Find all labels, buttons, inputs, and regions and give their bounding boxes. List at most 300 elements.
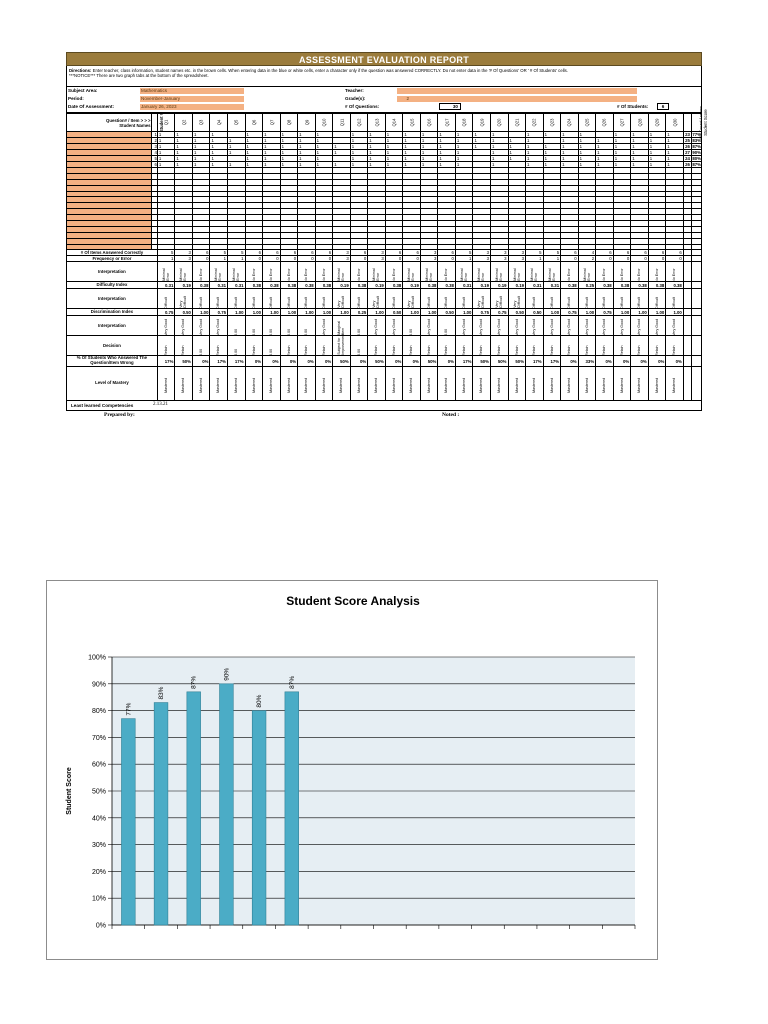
answer-cell[interactable]: 1 [561,132,579,138]
answer-cell[interactable]: 1 [385,156,403,162]
summary-row [67,356,702,366]
answer-cell[interactable]: 1 [263,156,281,162]
answer-cell[interactable]: 1 [473,144,491,150]
answer-cell[interactable]: 1 [473,138,491,144]
answer-cell[interactable]: 1 [561,150,579,156]
summary-cell: 1.00 [228,309,246,316]
answer-cell[interactable]: 1 [175,156,193,162]
answer-cell[interactable]: 1 [526,156,544,162]
answer-cell[interactable]: 1 [648,162,666,168]
answer-cell[interactable]: 1 [578,144,596,150]
summary-cell: 0% [561,356,579,366]
summary-cell: 3 [368,250,386,256]
y-tick-label: 60% [91,761,106,769]
answer-cell[interactable]: 1 [298,132,316,138]
summary-cell: 5 [526,250,544,256]
answer-cell[interactable]: 1 [280,132,298,138]
answer-cell[interactable]: 1 [420,138,438,144]
answer-cell[interactable]: 1 [385,132,403,138]
summary-cell: 0.38 [298,282,316,289]
answer-cell[interactable]: 1 [385,150,403,156]
summary-cell: 0.38 [596,282,614,289]
answer-cell[interactable]: 1 [210,138,228,144]
summary-value: No Error [672,268,677,282]
answer-cell[interactable]: 1 [420,150,438,156]
summary-cell [473,289,491,309]
subject-area-field[interactable]: Mathematics [140,88,244,94]
answer-cell[interactable]: 1 [420,132,438,138]
answer-cell[interactable]: 1 [192,138,210,144]
summary-cell [490,262,508,282]
answer-cell[interactable]: 1 [526,138,544,144]
answer-cell[interactable]: 1 [280,162,298,168]
summary-row [67,282,702,289]
summary-value: Difficult [672,297,677,309]
answer-cell[interactable]: 1 [157,144,175,150]
answer-cell[interactable]: 1 [613,162,631,168]
bar [220,684,234,925]
summary-value: Difficult [584,297,589,309]
answer-cell[interactable]: 1 [368,132,386,138]
answer-cell[interactable]: 1 [578,132,596,138]
answer-cell[interactable]: 1 [350,144,368,150]
summary-cell [385,316,403,336]
answer-cell[interactable]: 1 [543,132,561,138]
bar [252,711,266,925]
summary-value: Retain [251,345,256,356]
answer-cell[interactable]: 1 [613,144,631,150]
summary-cell [245,289,263,309]
summary-row [67,316,702,336]
answer-cell[interactable]: 1 [438,162,456,168]
summary-cell [315,316,333,336]
answer-cell[interactable]: 1 [543,150,561,156]
summary-cell: 0.75 [561,309,579,316]
data-label: 80% [256,694,264,708]
answer-cell[interactable]: 1 [385,144,403,150]
answer-cell[interactable]: 1 [526,150,544,156]
summary-value: Minimal Error [407,268,416,281]
answer-cell[interactable]: 1 [350,162,368,168]
answer-cell[interactable]: 1 [298,150,316,156]
summary-cell [666,316,684,336]
summary-cell: 0 [648,256,666,262]
answer-cell[interactable]: 1 [526,144,544,150]
answer-cell[interactable]: 1 [631,156,649,162]
summary-value: Difficult [216,297,221,309]
summary-value: Retain [619,345,624,356]
answer-cell[interactable]: 1 [420,162,438,168]
answer-cell[interactable]: 1 [578,162,596,168]
bar [121,719,135,925]
answer-cell[interactable]: 1 [438,132,456,138]
summary-value: Mastered [339,378,344,394]
answer-cell[interactable]: 1 [175,162,193,168]
student-score: 77% [692,132,701,137]
answer-cell[interactable]: 1 [157,138,175,144]
answer-cell[interactable]: 1 [613,156,631,162]
answer-cell[interactable]: 1 [175,144,193,150]
summary-cell: 0% [263,356,281,366]
answer-cell[interactable]: 1 [403,156,421,162]
summary-cell [490,336,508,356]
answer-cell[interactable]: 1 [210,132,228,138]
summary-cell: 0 [438,256,456,262]
prepared-by-label: Prepared by: [104,411,135,418]
summary-value: Difficult [321,297,326,309]
summary-cell [280,366,298,400]
summary-label: Interpretation [67,289,158,309]
answer-cell[interactable]: 1 [263,150,281,156]
summary-cell: 0 [666,256,684,262]
summary-cell [490,289,508,309]
answer-cell[interactable]: 1 [263,162,281,168]
summary-cell [455,316,473,336]
summary-blank [692,289,702,309]
summary-cell [508,316,526,336]
answer-cell[interactable]: 1 [368,150,386,156]
summary-value: Mastered [672,378,677,394]
summary-cell [578,336,596,356]
summary-cell [210,366,228,400]
summary-cell: 1.00 [403,309,421,316]
answer-cell[interactable]: 1 [245,138,263,144]
answer-cell[interactable]: 1 [350,156,368,162]
answer-cell[interactable]: 1 [350,138,368,144]
answer-cell[interactable]: 1 [210,156,228,162]
answer-cell[interactable]: 1 [596,162,614,168]
answer-cell[interactable]: 1 [263,144,281,150]
summary-cell: 1.00 [648,309,666,316]
summary-value: 0.00 [234,348,239,356]
question-label: Q19 [479,118,485,127]
summary-cell [561,289,579,309]
answer-cell[interactable]: 1 [438,150,456,156]
answer-cell[interactable]: 1 [666,138,684,144]
summary-value: Retain [304,345,309,356]
question-label: Q9 [303,119,309,126]
answer-cell[interactable]: 1 [631,144,649,150]
date-field[interactable]: January 26, 2023 [140,104,244,110]
answer-cell[interactable]: 1 [245,156,263,162]
summary-value: No Error [654,268,659,282]
answer-cell[interactable]: 1 [210,162,228,168]
answer-cell[interactable]: 1 [368,156,386,162]
answer-cell[interactable]: 1 [350,132,368,138]
answer-cell[interactable]: 1 [420,144,438,150]
answer-cell[interactable]: 1 [648,144,666,150]
answer-cell[interactable]: 1 [578,150,596,156]
answer-cell[interactable]: 1 [403,138,421,144]
answer-cell[interactable]: 1 [385,162,403,168]
summary-cell [490,316,508,336]
summary-cell: 0 [350,256,368,262]
summary-value: Very Good [532,318,537,336]
student-num-header-text: Student # [158,112,164,133]
answer-cell[interactable]: 1 [403,150,421,156]
answer-cell[interactable]: 1 [157,132,175,138]
summary-cell: 0% [403,356,421,366]
summary-cell: 2 [578,256,596,262]
teacher-field[interactable] [397,88,637,94]
answer-cell[interactable]: 1 [596,138,614,144]
summary-cell: 0.38 [561,282,579,289]
summary-cell: 3 [420,250,438,256]
summary-value: Very Good [672,318,677,336]
summary-cell [455,289,473,309]
answer-cell[interactable]: 1 [210,144,228,150]
question-label: Q13 [374,118,380,127]
answer-cell[interactable]: 1 [543,156,561,162]
data-label: 87% [288,675,296,689]
summary-value: Mastered [584,378,589,394]
answer-cell[interactable]: 1 [490,132,508,138]
answer-cell[interactable]: 1 [157,162,175,168]
summary-cell: 0.31 [455,282,473,289]
answer-cell[interactable]: 1 [315,150,333,156]
answer-cell[interactable]: 1 [192,162,210,168]
answer-cell[interactable]: 1 [192,156,210,162]
answer-cell[interactable]: 1 [263,132,281,138]
summary-value: 0.00 [286,328,291,336]
answer-cell[interactable]: 1 [368,138,386,144]
answer-cell[interactable]: 1 [631,138,649,144]
answer-cell[interactable]: 1 [245,162,263,168]
question-label: Q8 [286,119,292,126]
question-header [385,114,403,132]
summary-cell: 0 [596,256,614,262]
answer-cell[interactable]: 1 [298,156,316,162]
answer-cell[interactable]: 1 [473,132,491,138]
summary-cell [175,336,193,356]
answer-cell[interactable]: 1 [157,150,175,156]
answer-cell[interactable]: 1 [455,156,473,162]
answer-cell[interactable]: 1 [245,132,263,138]
answer-cell[interactable]: 1 [490,150,508,156]
least-learned-row [66,401,702,411]
summary-cell [438,336,456,356]
answer-cell[interactable]: 1 [561,138,579,144]
summary-cell: 6 [298,250,316,256]
summary-cell [350,336,368,356]
answer-cell[interactable]: 1 [631,132,649,138]
answer-cell[interactable]: 1 [280,144,298,150]
summary-cell: 0.38 [385,282,403,289]
answer-cell[interactable]: 1 [526,132,544,138]
summary-value: 0.00 [269,348,274,356]
answer-cell[interactable]: 1 [192,144,210,150]
answer-cell[interactable]: 1 [631,162,649,168]
answer-cell[interactable]: 1 [455,150,473,156]
summary-cell [192,262,210,282]
answer-cell[interactable]: 1 [298,144,316,150]
summary-blank [692,366,702,400]
summary-blank [683,336,691,356]
answer-cell[interactable]: 1 [280,150,298,156]
answer-cell[interactable]: 1 [490,162,508,168]
answer-cell[interactable]: 1 [245,150,263,156]
question-header [455,114,473,132]
answer-cell[interactable]: 1 [508,138,526,144]
summary-cell [438,262,456,282]
answer-cell[interactable]: 1 [210,150,228,156]
summary-cell: 1.00 [333,309,351,316]
answer-cell[interactable]: 1 [228,150,246,156]
answer-cell[interactable]: 1 [648,156,666,162]
summary-cell: 6 [631,250,649,256]
summary-cell: 50% [420,356,438,366]
answer-cell[interactable]: 1 [175,150,193,156]
answer-cell[interactable]: 1 [455,162,473,168]
answer-cell[interactable]: 1 [648,132,666,138]
answer-cell[interactable]: 1 [648,150,666,156]
answer-cell[interactable]: 1 [403,144,421,150]
summary-cell [508,289,526,309]
answer-cell[interactable]: 1 [455,138,473,144]
summary-cell: 0.50 [438,309,456,316]
answer-cell[interactable]: 1 [315,132,333,138]
answer-cell[interactable]: 1 [455,144,473,150]
answer-cell[interactable]: 1 [245,144,263,150]
answer-cell[interactable]: 1 [648,138,666,144]
answer-cell[interactable]: 1 [631,150,649,156]
answer-cell[interactable]: 1 [543,144,561,150]
summary-cell [403,336,421,356]
answer-cell[interactable]: 1 [157,156,175,162]
summary-cell [455,262,473,282]
answer-cell[interactable]: 1 [578,138,596,144]
summary-blank [692,282,702,289]
answer-cell[interactable]: 1 [578,156,596,162]
answer-cell[interactable]: 1 [561,162,579,168]
answer-cell[interactable]: 1 [403,162,421,168]
summary-cell: 6 [315,250,333,256]
answer-cell[interactable]: 1 [280,138,298,144]
answer-cell[interactable]: 1 [192,150,210,156]
answer-cell[interactable]: 1 [228,138,246,144]
answer-cell[interactable]: 1 [228,144,246,150]
answer-cell[interactable]: 1 [175,132,193,138]
answer-cell[interactable]: 1 [315,156,333,162]
summary-cell: 17% [455,356,473,366]
teacher-label: Teacher: [345,88,364,93]
answer-cell[interactable]: 1 [613,150,631,156]
answer-cell[interactable]: 1 [438,138,456,144]
summary-cell: 0% [315,356,333,366]
answer-cell[interactable]: 1 [192,132,210,138]
summary-cell: 50% [490,356,508,366]
summary-cell: 6 [403,250,421,256]
answer-cell[interactable]: 1 [455,132,473,138]
answer-cell[interactable]: 1 [298,162,316,168]
answer-cell[interactable]: 1 [596,150,614,156]
summary-cell [648,262,666,282]
summary-cell: 3 [508,256,526,262]
summary-cell: 0% [648,356,666,366]
summary-cell: 50% [175,356,193,366]
answer-cell[interactable]: 1 [561,156,579,162]
summary-cell [438,366,456,400]
answer-cell[interactable]: 1 [350,150,368,156]
answer-cell[interactable]: 1 [280,156,298,162]
answer-cell[interactable]: 1 [508,144,526,150]
answer-cell[interactable]: 1 [666,144,684,150]
summary-cell [385,336,403,356]
answer-cell[interactable]: 1 [613,132,631,138]
answer-cell[interactable]: 1 [315,144,333,150]
answer-cell[interactable]: 1 [420,156,438,162]
answer-cell[interactable]: 1 [543,162,561,168]
answer-cell[interactable]: 1 [438,144,456,150]
answer-cell[interactable]: 1 [263,138,281,144]
summary-cell [368,316,386,336]
answer-cell[interactable]: 1 [368,144,386,150]
answer-cell[interactable]: 1 [228,162,246,168]
answer-cell[interactable]: 1 [666,150,684,156]
summary-value: No Error [356,268,361,282]
summary-value: Retain [321,345,326,356]
answer-cell[interactable]: 1 [315,162,333,168]
answer-cell[interactable]: 1 [596,144,614,150]
summary-cell [578,316,596,336]
summary-value: Difficult [163,297,168,309]
answer-cell[interactable]: 1 [526,162,544,168]
y-tick-label: 30% [91,842,106,850]
answer-cell[interactable]: 1 [403,132,421,138]
answer-cell[interactable]: 1 [175,138,193,144]
answer-cell[interactable]: 1 [438,156,456,162]
answer-cell[interactable]: 1 [333,162,351,168]
summary-row [67,366,702,400]
answer-cell[interactable]: 1 [666,132,684,138]
question-header [543,114,561,132]
answer-cell[interactable]: 1 [315,138,333,144]
summary-value: Very Good [462,318,467,336]
answer-cell[interactable]: 1 [490,156,508,162]
answer-cell[interactable]: 1 [368,162,386,168]
num-questions-value: 30 [439,103,461,110]
num-questions-label: # Of Questions: [345,104,380,109]
answer-cell[interactable]: 1 [508,150,526,156]
summary-cell [561,366,579,400]
answer-cell[interactable]: 1 [508,156,526,162]
answer-cell[interactable]: 1 [561,144,579,150]
answer-cell[interactable]: 1 [385,138,403,144]
question-label: Q26 [601,118,607,127]
subject-area-label: Subject Area: [68,88,98,93]
grade-field[interactable]: 2 [397,96,411,102]
answer-cell[interactable]: 1 [298,138,316,144]
answer-cell[interactable]: 1 [666,156,684,162]
summary-value: Retain [286,345,291,356]
answer-cell[interactable]: 1 [613,138,631,144]
summary-cell [350,289,368,309]
summary-cell [263,336,281,356]
answer-cell[interactable]: 1 [596,156,614,162]
answer-cell[interactable]: 1 [490,138,508,144]
answer-cell[interactable]: 1 [666,162,684,168]
summary-value: Minimal Error [232,268,240,281]
summary-value: Retain [444,345,449,356]
period-field[interactable]: November-January [140,96,244,102]
answer-cell[interactable]: 1 [490,144,508,150]
least-learned-value[interactable]: 2.13.21 [153,401,168,407]
grade-extra-field[interactable] [411,96,637,102]
answer-cell[interactable]: 1 [333,150,351,156]
summary-value: 0.00 [269,328,274,336]
summary-cell [157,262,175,282]
answer-cell[interactable]: 1 [333,144,351,150]
